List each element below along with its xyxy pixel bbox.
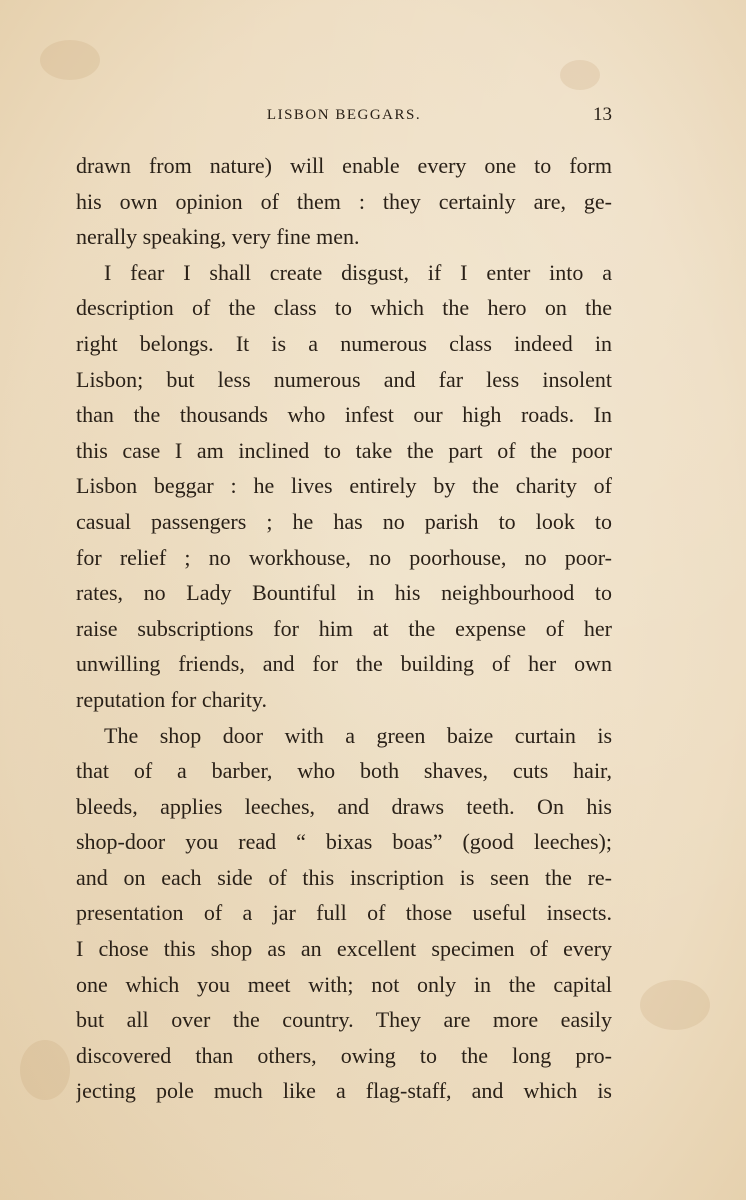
text-line: description of the class to which the hero on the <box>76 295 612 321</box>
text-line: raise subscriptions for him at the expense of her <box>76 615 612 641</box>
text-line: presentation of a jar full of those useful insects. <box>76 900 612 926</box>
text-line: drawn from nature) will enable every one to form <box>76 153 612 178</box>
text-line: one which you meet with; not only in the capital <box>76 971 612 997</box>
text-line: Lisbon; but less numerous and far less insolent <box>76 366 612 392</box>
text-line: rates, no Lady Bountiful in his neighbourhood to <box>76 580 612 606</box>
text-line: but all over the country. They are more easily <box>76 1007 612 1033</box>
body-text <box>76 148 612 1109</box>
running-head <box>76 104 612 128</box>
text-line: for relief ; no workhouse, no poorhouse, no poor- <box>76 544 612 570</box>
foxing-stain <box>20 1040 70 1100</box>
foxing-stain <box>40 40 100 80</box>
text-line: Lisbon beggar : he lives entirely by the charity of <box>76 473 612 499</box>
text-line: jecting pole much like a flag-staff, and which is <box>76 1078 612 1104</box>
text-line: I chose this shop as an excellent specimen of every <box>76 936 612 962</box>
text-line: discovered than others, owing to the long pro- <box>76 1042 612 1068</box>
text-line: right belongs. It is a numerous class indeed in <box>76 330 612 356</box>
text-line: than the thousands who infest our high roads. In <box>76 402 612 428</box>
page-number: 13 <box>593 104 612 125</box>
foxing-stain <box>640 980 710 1030</box>
text-line: his own opinion of them : they certainly are, ge- <box>76 188 612 214</box>
text-line: casual passengers ; he has no parish to look to <box>76 508 612 534</box>
text-line: I fear I shall create disgust, if I enter into a <box>104 259 612 285</box>
text-line: shop-door you read “ bixas boas” (good leeches); <box>76 829 612 855</box>
text-line: unwilling friends, and for the building of her own <box>76 651 612 677</box>
text-line: that of a barber, who both shaves, cuts hair, <box>76 758 612 784</box>
text-line: this case I am inclined to take the part of the poor <box>76 437 612 463</box>
foxing-stain <box>560 60 600 90</box>
running-title: LISBON BEGGARS. <box>266 107 422 123</box>
text-line: and on each side of this inscription is seen the re- <box>76 864 612 890</box>
text-line: bleeds, applies leeches, and draws teeth. On his <box>76 793 612 819</box>
text-line: reputation for charity. <box>76 686 267 712</box>
text-line: The shop door with a green baize curtain is <box>104 722 612 748</box>
text-line: nerally speaking, very fine men. <box>76 224 360 250</box>
